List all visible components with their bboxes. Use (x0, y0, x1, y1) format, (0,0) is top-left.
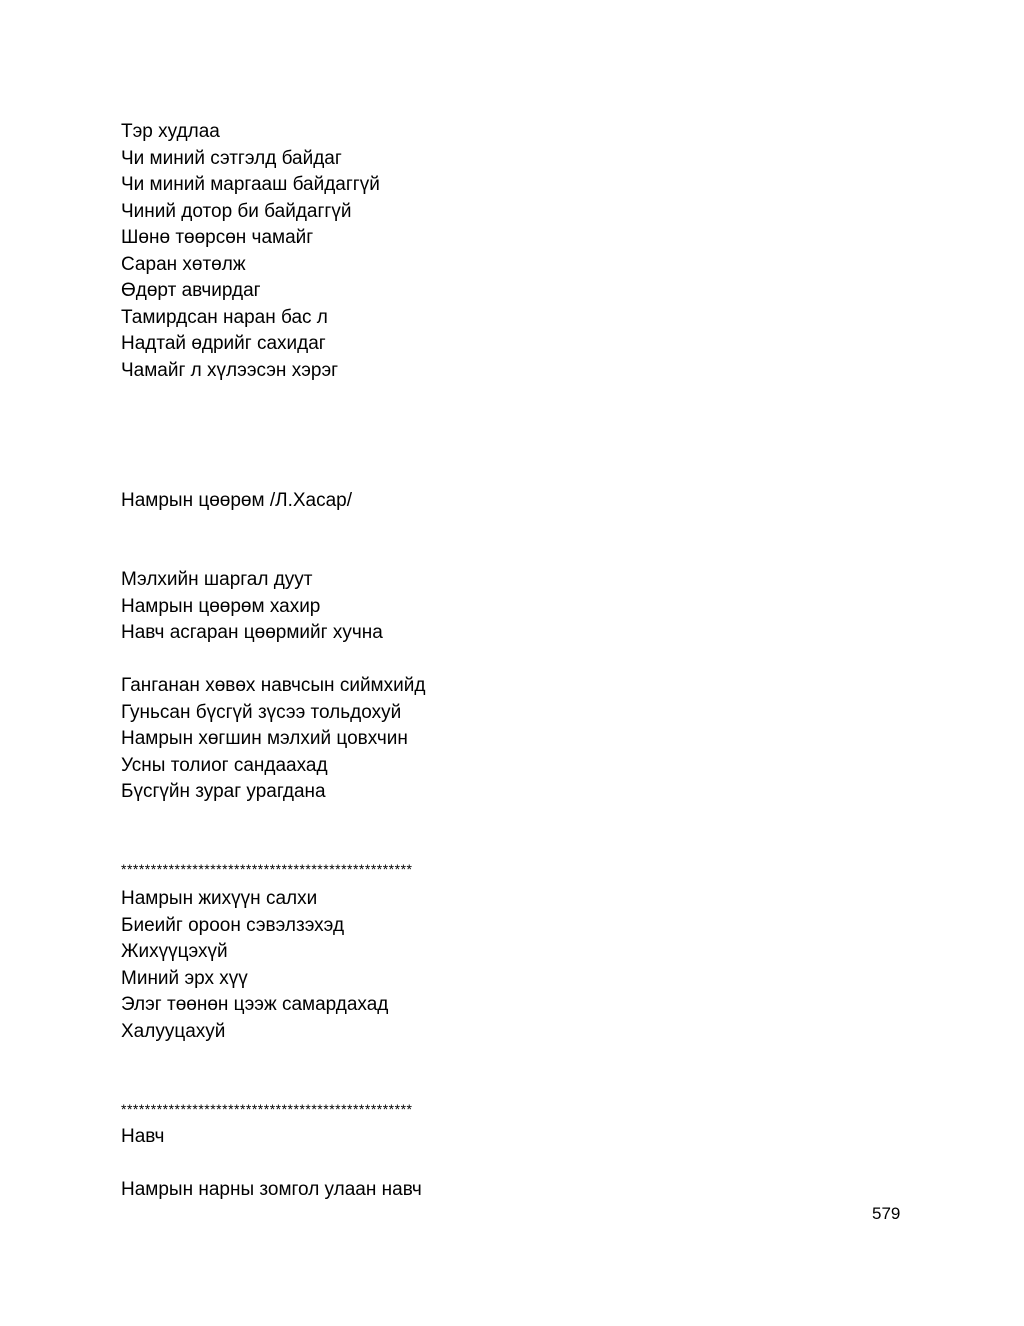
poem2-stanza1-line-2: Намрын цөөрөм хахир (121, 596, 321, 617)
poem1-line-6: Саран хөтөлж (121, 254, 246, 275)
poem1-line-9: Надтай өдрийг сахидаг (121, 333, 326, 354)
poem1-line-5: Шөнө төөрсөн чамайг (121, 227, 314, 248)
poem1-line-1: Тэр худлаа (121, 121, 220, 142)
poem3-line-1: Намрын жихүүн салхи (121, 888, 318, 909)
poem1-line-3: Чи миний маргааш байдаггүй (121, 174, 380, 195)
poem4-title: Навч (121, 1126, 165, 1147)
separator-1: ************************************************* (121, 861, 413, 877)
poem3-line-2: Биеийг ороон сэвэлзэхэд (121, 915, 345, 936)
separator-2: ************************************************* (121, 1101, 413, 1117)
poem3-line-4: Миний эрх хүү (121, 968, 248, 989)
page-number: 579 (872, 1204, 901, 1223)
poem2-stanza2-line-2: Гуньсан бүсгүй зүсээ тольдохуй (121, 702, 402, 723)
poem1-line-10: Чамайг л хүлээсэн хэрэг (121, 360, 339, 381)
poem1-line-4: Чиний дотор би байдаггүй (121, 201, 352, 222)
poem2-stanza2-line-5: Бүсгүйн зураг урагдана (121, 781, 326, 802)
poem2-stanza1-line-1: Мэлхийн шаргал дуут (121, 569, 313, 590)
poem2-title: Намрын цөөрөм /Л.Хасар/ (121, 490, 353, 511)
poem2-stanza2-line-3: Намрын хөгшин мэлхий цовхчин (121, 728, 408, 749)
poem2-stanza2-line-4: Усны толиог сандаахад (121, 755, 328, 776)
poem3-line-6: Халууцахуй (121, 1021, 226, 1042)
poem1-line-7: Өдөрт авчирдаг (121, 280, 261, 301)
poem1-line-2: Чи миний сэтгэлд байдаг (121, 148, 342, 169)
poem4-line-1: Намрын нарны зомгол улаан навч (121, 1179, 422, 1200)
poem3-line-3: Жихүүцэхүй (121, 941, 228, 962)
poem2-stanza2-line-1: Ганганан хөвөх навчсын сиймхийд (121, 675, 426, 696)
poem1-line-8: Тамирдсан наран бас л (121, 307, 328, 328)
poem3-line-5: Элэг төөнөн цээж самардахад (121, 994, 389, 1015)
poem2-stanza1-line-3: Навч асгаран цөөрмийг хучна (121, 622, 383, 643)
